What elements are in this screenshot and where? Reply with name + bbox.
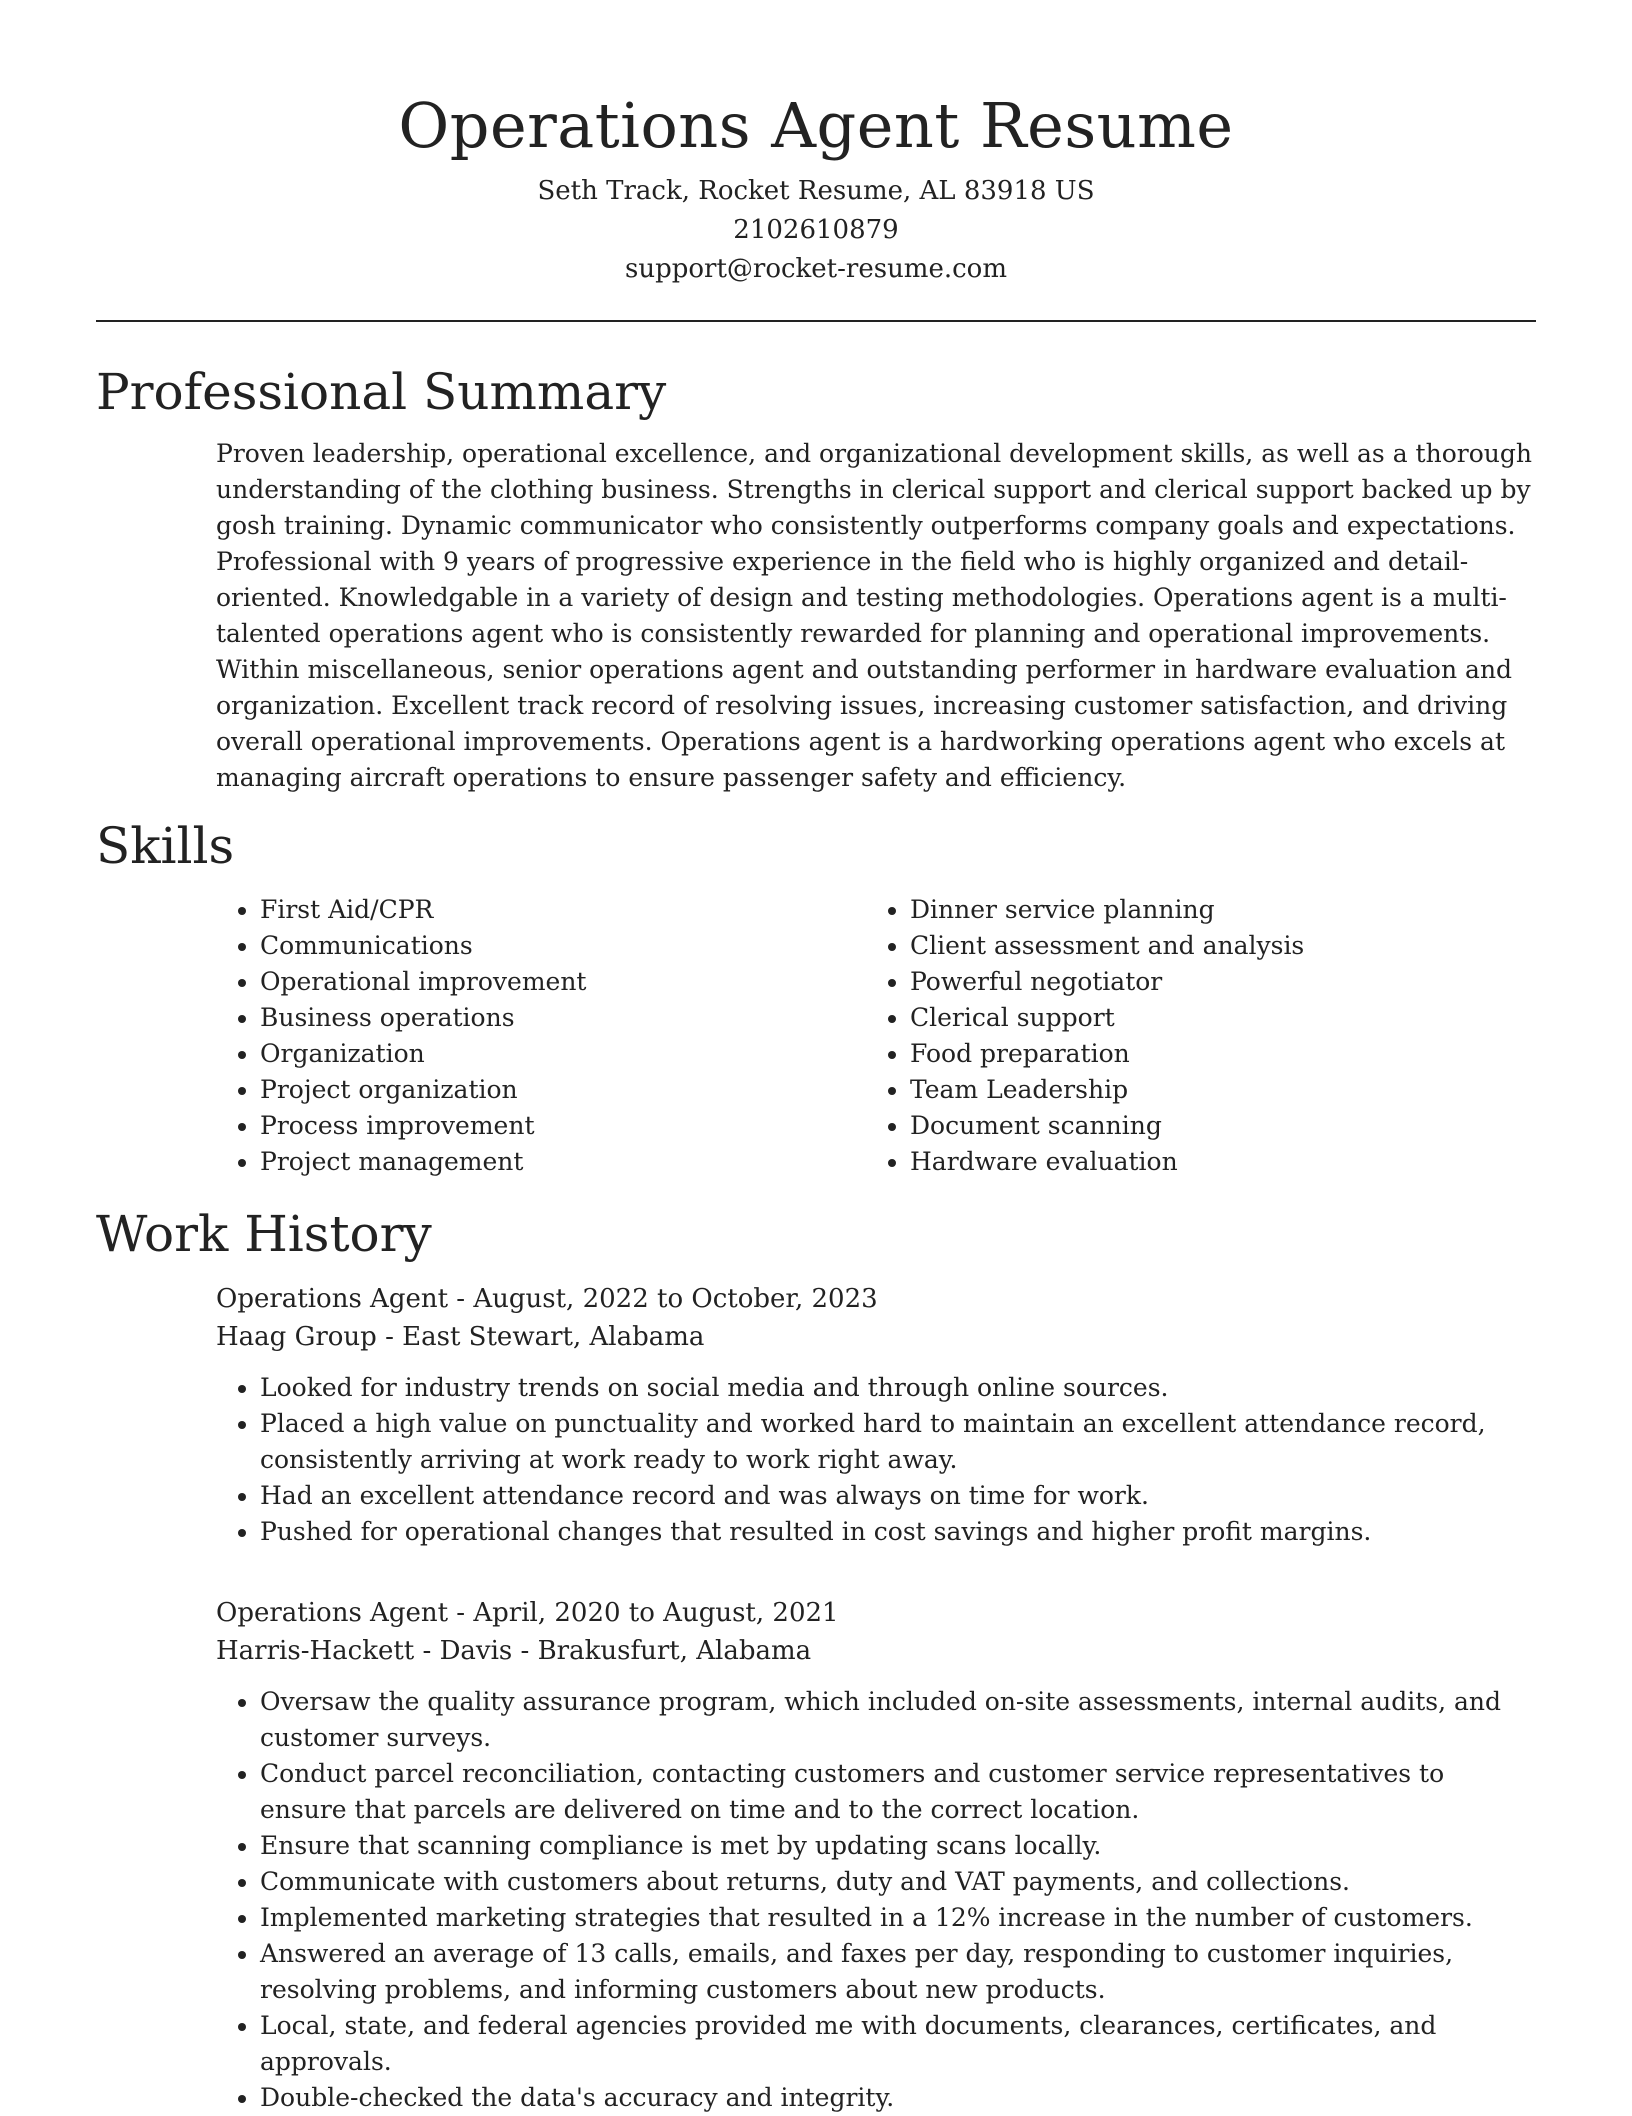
contact-block <box>96 172 1536 289</box>
skill-item: • Dinner service planning <box>910 892 1396 928</box>
job-title-line: Operations Agent - August, 2022 to October, 2023 <box>216 1284 878 1314</box>
job-entry <box>216 1280 1536 1550</box>
skill-item: • Clerical support <box>910 1000 1396 1036</box>
skill-item: • Document scanning <box>910 1108 1396 1144</box>
skill-item: • Organization <box>260 1036 746 1072</box>
skills-heading: Skills <box>96 817 235 875</box>
summary-text: Proven leadership, operational excellence, and organizational development skills, as well as a thorough understanding of the clothing business. Strengths in clerical support and clerical support backed up by gosh training. Dynamic communicator who consistently outperforms company goals and expectations. Professional with 9 years of progressive experience in the field who is highly organized and detail-oriented. Knowledgable in a variety of design and testing methodologies. Operations agent is a multi-talented operations agent who is consistently rewarded for planning and operational improvements. Within miscellaneous, senior operations agent and outstanding performer in hardware evaluation and organization. Excellent track record of resolving issues, increasing customer satisfaction, and driving overall operational improvements. Operations agent is a hardworking operations agent who excels at managing aircraft operations to ensure passenger safety and efficiency. <box>216 439 1532 792</box>
skill-item: • First Aid/CPR <box>260 892 746 928</box>
contact-email: support@rocket-resume.com <box>624 254 1007 284</box>
job-company-line: Harris-Hackett - Davis - Brakusfurt, Alabama <box>216 1636 812 1666</box>
skill-item: • Food preparation <box>910 1036 1396 1072</box>
job-bullet: • Ensure that scanning compliance is met by updating scans locally. <box>260 1828 1536 1864</box>
skills-list <box>96 892 1536 1180</box>
skill-item: • Project management <box>260 1144 746 1180</box>
job-bullet: • Double-checked the data's accuracy and integrity. <box>260 2080 1536 2116</box>
skill-item: • Operational improvement <box>260 964 746 1000</box>
job-bullets <box>216 1370 1536 1550</box>
skill-item: • Powerful negotiator <box>910 964 1396 1000</box>
skill-item: • Client assessment and analysis <box>910 928 1396 964</box>
skills-column-2 <box>746 892 1396 1180</box>
work-history-heading: Work History <box>96 1205 432 1263</box>
contact-phone: 2102610879 <box>733 215 899 245</box>
job-company-line: Haag Group - East Stewart, Alabama <box>216 1322 705 1352</box>
skill-item: • Project organization <box>260 1072 746 1108</box>
skill-item: • Process improvement <box>260 1108 746 1144</box>
job-title-line: Operations Agent - April, 2020 to August, 2021 <box>216 1598 839 1628</box>
header-divider <box>96 320 1536 322</box>
resume-page <box>96 0 1536 2116</box>
job-bullet: • Looked for industry trends on social media and through online sources. <box>260 1370 1536 1406</box>
contact-address: Seth Track, Rocket Resume, AL 83918 US <box>537 176 1095 206</box>
summary-heading: Professional Summary <box>96 363 667 421</box>
job-bullet: • Answered an average of 13 calls, emails, and faxes per day, responding to customer inquiries, resolving problems, and informing customers about new products. <box>260 1936 1536 2008</box>
skill-item: • Communications <box>260 928 746 964</box>
job-bullet: • Had an excellent attendance record and was always on time for work. <box>260 1478 1536 1514</box>
skills-column-1 <box>96 892 746 1180</box>
job-entry <box>216 1594 1536 2116</box>
skill-item: • Business operations <box>260 1000 746 1036</box>
job-bullet: • Local, state, and federal agencies provided me with documents, clearances, certificates, and approvals. <box>260 2008 1536 2080</box>
job-bullet: • Conduct parcel reconciliation, contacting customers and customer service representatives to ensure that parcels are delivered on time and to the correct location. <box>260 1756 1536 1828</box>
job-bullet: • Communicate with customers about returns, duty and VAT payments, and collections. <box>260 1864 1536 1900</box>
skill-item: • Hardware evaluation <box>910 1144 1396 1180</box>
job-bullet: • Placed a high value on punctuality and worked hard to maintain an excellent attendance record, consistently arriving at work ready to work right away. <box>260 1406 1536 1478</box>
resume-title: Operations Agent Resume <box>398 89 1234 162</box>
job-bullet: • Implemented marketing strategies that resulted in a 12% increase in the number of customers. <box>260 1900 1536 1936</box>
job-bullet: • Pushed for operational changes that resulted in cost savings and higher profit margins. <box>260 1514 1536 1550</box>
job-bullets <box>216 1684 1536 2116</box>
skill-item: • Team Leadership <box>910 1072 1396 1108</box>
job-bullet: • Oversaw the quality assurance program, which included on-site assessments, internal audits, and customer surveys. <box>260 1684 1536 1756</box>
